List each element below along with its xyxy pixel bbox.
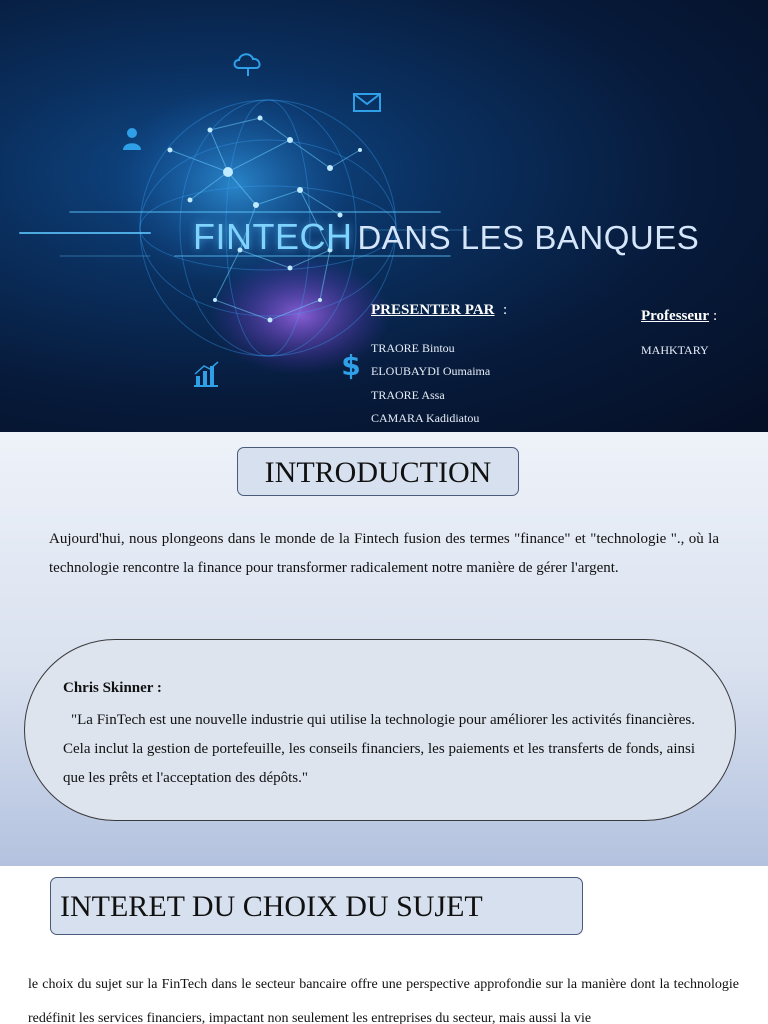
quote-text: "La FinTech est une nouvelle industrie qui utilise la technologie pour améliorer les activités financières. Cela inclut la gestion de portefeuille, les conseils financiers, les paiements et les transferts de fonds, ainsi que les prêts et l'acceptation des dépôts."	[63, 712, 695, 786]
title-fintech: FINTECH	[193, 216, 353, 257]
introduction-slide	[0, 432, 768, 866]
dollar-icon	[340, 347, 362, 381]
professor-colon: :	[713, 308, 718, 324]
member-name: TRAORE Assa	[371, 387, 445, 402]
member-name: TRAORE Bintou	[371, 341, 455, 355]
interet-slide	[0, 866, 768, 1024]
member-name: ELOUBAYDI Oumaima	[371, 364, 491, 379]
quote-author: Chris Skinner :	[63, 680, 162, 696]
interet-paragraph: le choix du sujet sur la FinTech dans le secteur bancaire offre une perspective approfondie sur la manière dont la technologie redéfinit les services financiers, impactant non seulement les entreprises du secteur, mais aussi la vie	[28, 977, 739, 1024]
title-slide	[0, 0, 768, 432]
introduction-heading: INTRODUCTION	[237, 447, 519, 496]
svg-text:$: $	[341, 349, 361, 381]
presenter-colon: :	[503, 302, 508, 318]
introduction-paragraph: Aujourd'hui, nous plongeons dans le monde de la Fintech fusion des termes "finance" et "technologie "., où la technologie rencontre la finance pour transformer radicalement notre manière de gérer l'argent.	[49, 531, 719, 576]
interet-heading: INTERET DU CHOIX DU SUJET	[50, 877, 583, 935]
cloud-icon	[231, 48, 265, 78]
presenter-label: PRESENTER PAR	[371, 302, 495, 318]
title-rest: DANS LES BANQUES	[357, 219, 700, 256]
slide-title	[193, 216, 699, 258]
professor-label: Professeur	[641, 308, 710, 324]
user-icon	[122, 126, 142, 152]
bar-chart-icon	[192, 360, 220, 388]
professor-name: MAHKTARY	[641, 343, 709, 357]
mail-icon	[352, 90, 382, 114]
member-name: CAMARA Kadidiatou	[371, 410, 480, 425]
member-list	[371, 340, 490, 432]
